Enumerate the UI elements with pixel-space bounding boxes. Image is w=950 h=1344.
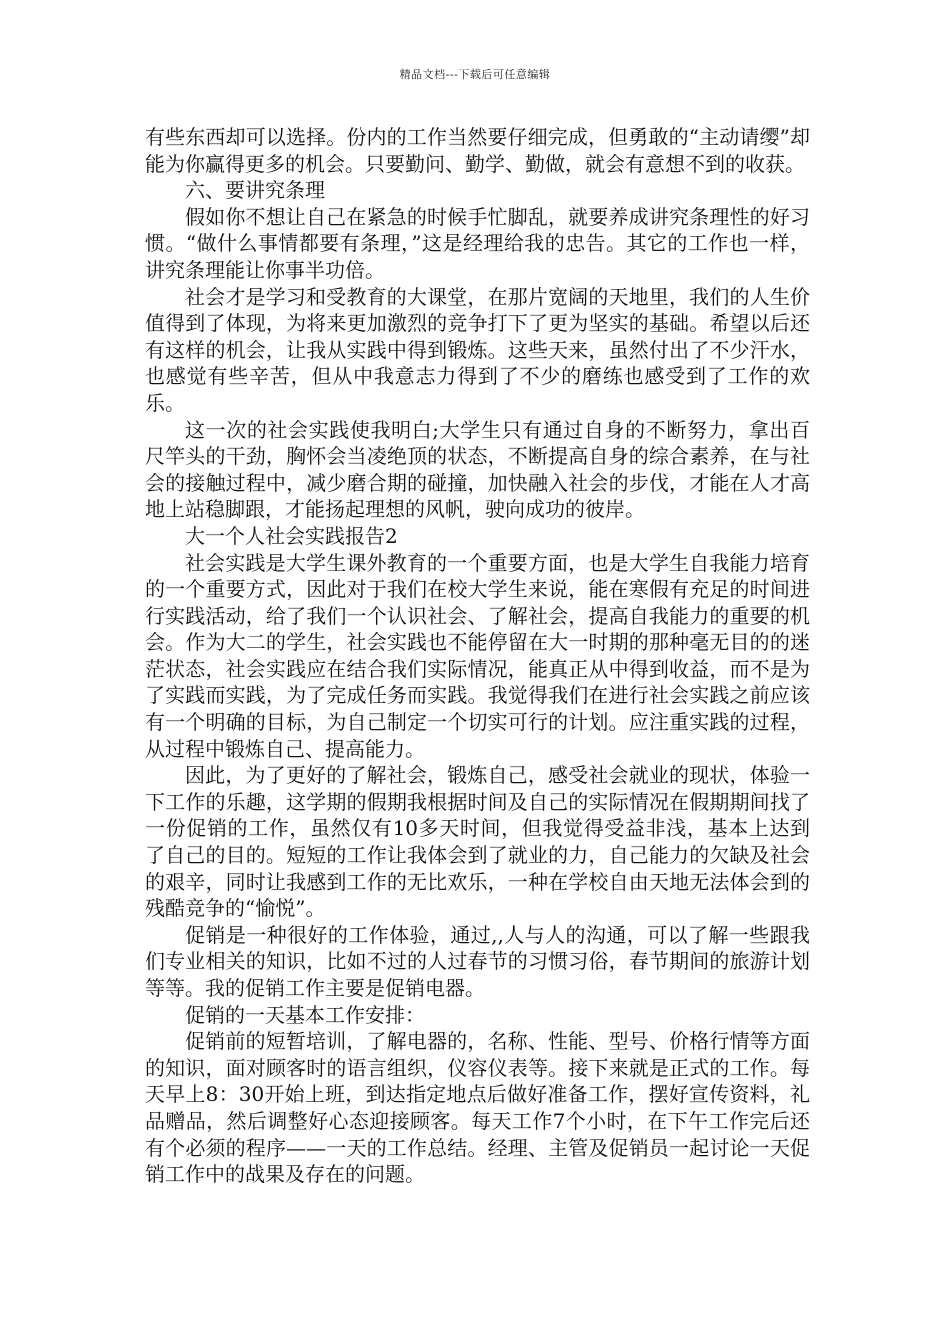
page-header: 精品文档---下载后可任意编辑	[399, 68, 551, 81]
section-heading: 促销的一天基本工作安排：	[185, 1002, 425, 1027]
paragraph: 社会实践是大学生课外教育的一个重要方面，也是大学生自我能力培育的一个重要方式，因此对于我们在校大学生来说，能在寒假有充足的时间进行实践活动，给了我们一个认识社会、了解社会，提高自我能力的重要的机会。作为大二的学生，社会实践也不能停留在大一时期的那种毫无目的的迷茫状态，社会实践应在结合我们实际情况，能真正从中得到收益，而不是为了实践而实践，为了完成任务而实践。我觉得我们在进行社会实践之前应该有一个明确的目标，为自己制定一个切实可行的计划。应注重实践的过程，从过程中锻炼自己、提高能力。	[145, 550, 810, 761]
paragraph: 促销是一种很好的工作体验，通过,,人与人的沟通，可以了解一些跟我们专业相关的知识，比如不过的人过春节的习惯习俗，春节期间的旅游计划等等。我的促销工作主要是促销电器。	[145, 922, 810, 1000]
paragraph: 促销前的短暂培训，了解电器的，名称、性能、型号、价格行情等方面的知识，面对顾客时的语言组织，仪容仪表等。接下来就是正式的工作。每天早上8：30开始上班，到达指定地点后做好准备工作，摆好宣传资料，礼品赠品，然后调整好心态迎接顾客。每天工作7个小时，在下午工作完后还有个必须的程序——一天的工作总结。经理、主管及促销员一起讨论一天促销工作中的战果及存在的问题。	[145, 1029, 810, 1187]
paragraph: 社会才是学习和受教育的大课堂，在那片宽阔的天地里，我们的人生价值得到了体现，为将来更加激烈的竞争打下了更为坚实的基础。希望以后还有这样的机会，让我从实践中得到锻炼。这些天来，虽然付出了不少汗水，也感觉有些辛苦，但从中我意志力得到了不少的磨练也感受到了工作的欢乐。	[145, 284, 810, 415]
paragraph: 这一次的社会实践使我明白;大学生只有通过自身的不断努力，拿出百尺竿头的干劲，胸怀会当凌绝顶的状态，不断提高自身的综合素养，在与社会的接触过程中，减少磨合期的碰撞，加快融入社会的步伐，才能在人才高地上站稳脚跟，才能扬起理想的风帆，驶向成功的彼岸。	[145, 417, 810, 522]
paragraph: 有些东西却可以选择。份内的工作当然要仔细完成，但勇敢的“主动请缨”却能为你赢得更多的机会。只要勤问、勤学、勤做，就会有意想不到的收获。	[145, 125, 810, 176]
document-body	[145, 124, 810, 1188]
section-heading: 大一个人社会实践报告2	[185, 523, 398, 548]
paragraph: 假如你不想让自己在紧急的时候手忙脚乱，就要养成讲究条理性的好习惯。“做什么事情都要有条理，”这是经理给我的忠告。其它的工作也一样，讲究条理能让你事半功倍。	[145, 204, 810, 282]
paragraph: 因此，为了更好的了解社会，锻炼自己，感受社会就业的现状，体验一下工作的乐趣，这学期的假期我根据时间及自己的实际情况在假期期间找了一份促销的工作，虽然仅有10多天时间，但我觉得受益非浅，基本上达到了自己的目的。短短的工作让我体会到了就业的力，自己能力的欠缺及社会的艰辛，同时让我感到工作的无比欢乐，一种在学校自由天地无法体会到的残酷竞争的“愉悦”。	[145, 763, 810, 921]
section-heading: 六、要讲究条理	[185, 178, 325, 203]
